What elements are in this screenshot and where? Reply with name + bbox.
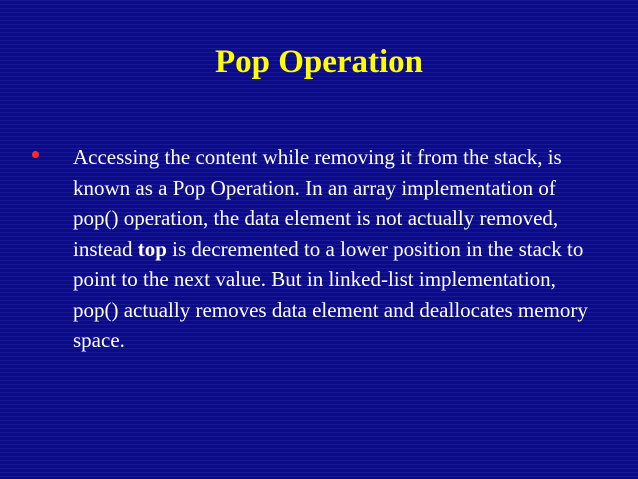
bullet-text-end: is decremented to a lower position in the stack to point to the next value. But in linked-list implementation, pop() actually removes data element and deallocates memory space.	[73, 236, 588, 352]
bullet-text	[73, 142, 593, 356]
bullet-emphasis-top: top	[137, 236, 167, 261]
bullet-text-start: Accessing the content while removing it from the stack, is known as a Pop Operation. In an array implementation of pop() operation, the data element is not actually removed, instead	[73, 145, 562, 261]
bullet-dot-icon	[32, 151, 39, 158]
slide-title: Pop Operation	[214, 44, 424, 80]
